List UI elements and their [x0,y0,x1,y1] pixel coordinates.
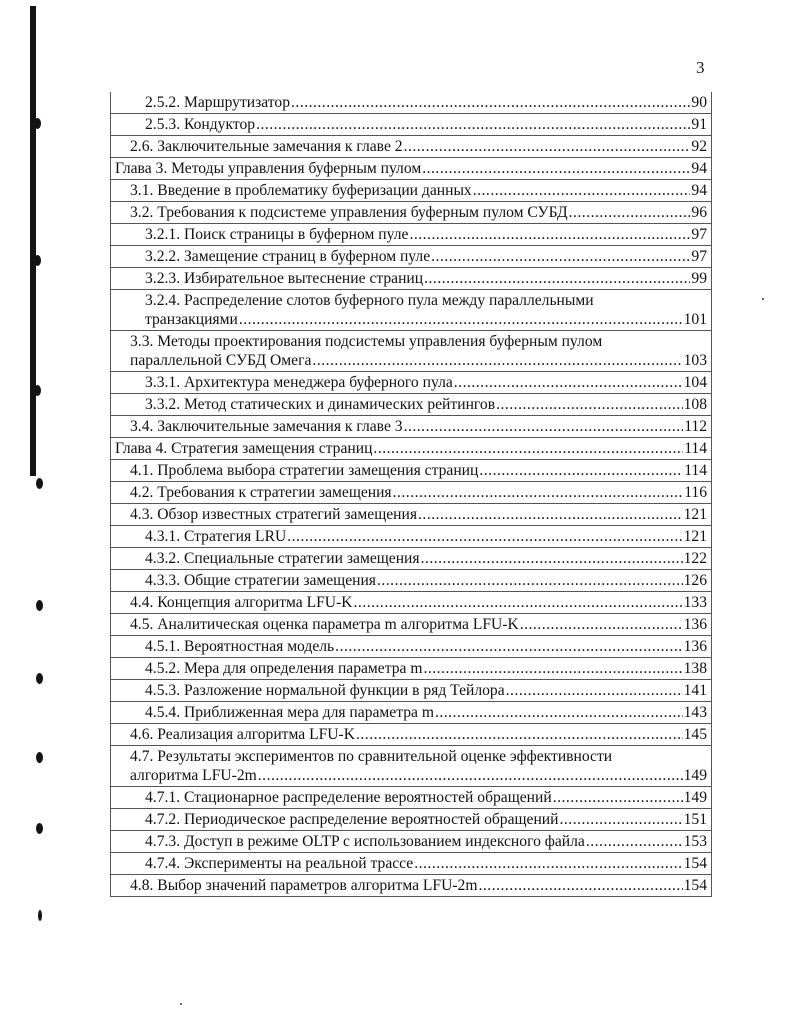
toc-entry-title: 2.5.2. Маршрутизатор [145,94,291,111]
dot-leader [496,395,683,414]
dot-leader [393,483,684,502]
toc-entry [111,482,711,504]
dot-leader [239,310,683,329]
toc-entry-page: 94 [691,160,707,177]
dot-leader [569,203,691,222]
toc-entry-page: 114 [684,440,707,457]
toc-entry-page: 151 [683,811,707,828]
toc-entry [111,853,711,875]
toc-entry-title-line: 3.2.4. Распределение слотов буферного пула между параллельными [145,292,594,309]
dot-leader [421,549,683,568]
toc-entry-page: 154 [683,855,707,872]
toc-entry [111,202,711,224]
dot-leader [560,810,683,829]
toc-entry-page: 92 [691,138,707,155]
toc-entry-title: 2.5.3. Кондуктор [145,116,256,133]
punch-hole [36,673,43,684]
dot-leader [404,137,691,156]
dot-leader [424,269,690,288]
toc-entry [111,136,711,158]
toc-entry-page: 126 [683,572,707,589]
dot-leader [258,766,683,785]
page-number: 3 [696,58,705,77]
toc-entry [111,416,711,438]
dot-leader [335,637,682,656]
toc-entry-title: 4.3.1. Стратегия LRU [145,528,287,545]
dot-leader [473,181,691,200]
toc-entry-page: 143 [683,704,707,721]
dot-leader [479,461,683,480]
toc-entry-title: 4.2. Требования к стратегии замещения [130,484,392,501]
toc-entry [111,636,711,658]
toc-entry-title: 4.7.1. Стационарное распределение вероятностей обращений [145,789,552,806]
dot-leader [291,93,690,112]
toc-entry-page: 133 [683,594,707,611]
dot-leader [356,725,683,744]
toc-entry-page: 96 [691,204,707,221]
dot-leader [423,659,682,678]
toc-entry-title: 3.2.1. Поиск страницы в буферном пуле [145,226,409,243]
toc-entry [111,702,711,724]
toc-entry [111,158,711,180]
toc-entry-title: 4.8. Выбор значений параметров алгоритма LFU-2m [130,877,478,894]
toc-entry-title: 3.4. Заключительные замечания к главе 3 [130,418,403,435]
punch-hole [34,255,41,266]
toc-entry-page: 154 [683,877,707,894]
toc-entry-page: 99 [691,270,707,287]
dot-leader [479,876,683,895]
toc-entry [111,180,711,202]
toc-entry [111,592,711,614]
dot-leader [418,505,683,524]
toc-entry-title: 4.5.4. Приближенная мера для параметра m [145,704,434,721]
dot-leader [422,159,690,178]
toc-entry [111,724,711,746]
toc-entry-page: 91 [691,116,707,133]
toc-entry-title: транзакциями [145,311,238,328]
dot-leader [409,225,690,244]
toc-entry-page: 136 [683,616,707,633]
dot-leader [312,351,682,370]
toc-entry [111,526,711,548]
dot-leader [520,615,683,634]
toc-entry-page: 103 [683,352,707,369]
toc-entry-page: 121 [683,528,707,545]
toc-entry-page: 101 [683,311,707,328]
toc-entry-title: 2.6. Заключительные замечания к главе 2 [130,138,403,155]
toc-entry [111,746,711,787]
dot-leader [377,571,683,590]
toc-entry-title: 4.5.3. Разложение нормальной функции в ряд Тейлора [145,682,505,699]
toc-entry-page: 114 [684,462,707,479]
toc-entry [111,268,711,290]
binding-edge [30,6,36,476]
toc-entry [111,460,711,482]
toc-entry [111,831,711,853]
toc-entry [111,504,711,526]
toc-entry [111,246,711,268]
toc-entry-title: 4.1. Проблема выбора стратегии замещения страниц [130,462,479,479]
toc-entry-page: 122 [683,550,707,567]
toc-entry [111,92,711,114]
toc-entry-title: 4.6. Реализация алгоритма LFU-K [130,726,355,743]
toc-entry-page: 90 [691,94,707,111]
toc-entry-title: 3.3.1. Архитектура менеджера буферного пула [145,374,453,391]
toc-entry [111,570,711,592]
toc-entry-page: 108 [683,396,707,413]
toc-entry [111,548,711,570]
table-of-contents [110,92,712,897]
toc-entry-title: 3.1. Введение в проблематику буферизации данных [130,182,472,199]
toc-entry-page: 138 [683,660,707,677]
punch-hole [36,600,43,611]
toc-entry-page: 97 [691,248,707,265]
toc-entry-title: 3.2. Требования к подсистеме управления буферным пулом СУБД [130,204,568,221]
toc-entry-page: 141 [683,682,707,699]
toc-entry-title: 3.3.2. Метод статических и динамических рейтингов [145,396,496,413]
dot-leader [586,832,683,851]
toc-entry-title: параллельной СУБД Омега [130,352,312,369]
toc-entry [111,290,711,331]
dot-leader [373,439,683,458]
toc-entry-page: 112 [684,418,707,435]
punch-hole [36,752,43,763]
dot-leader [256,115,690,134]
toc-entry [111,680,711,702]
toc-entry [111,331,711,372]
toc-entry-page: 153 [683,833,707,850]
scan-speck [762,298,764,300]
toc-entry [111,224,711,246]
punch-hole [34,118,41,129]
toc-entry-title-line: 4.7. Результаты экспериментов по сравнительной оценке эффективности [130,748,613,765]
punch-hole [34,385,41,396]
toc-entry-page: 116 [684,484,707,501]
dot-leader [454,373,683,392]
toc-entry [111,372,711,394]
dot-leader [354,593,683,612]
toc-entry-page: 94 [691,182,707,199]
dot-leader [404,417,684,436]
toc-entry-title: 4.5. Аналитическая оценка параметра m алгоритма LFU-K [130,616,519,633]
punch-hole [36,478,43,489]
toc-entry-page: 136 [683,638,707,655]
toc-entry [111,614,711,636]
toc-entry-title-line: 3.3. Методы проектирования подсистемы управления буферным пулом [130,333,603,350]
toc-entry [111,809,711,831]
toc-entry-title: алгоритма LFU-2m [130,767,257,784]
toc-entry-title: 4.7.2. Периодическое распределение вероятностей обращений [145,811,559,828]
toc-entry [111,438,711,460]
toc-entry-title: 4.3. Обзор известных стратегий замещения [130,506,418,523]
toc-entry-page: 149 [683,789,707,806]
toc-entry-title: Глава 3. Методы управления буферным пулом [115,160,422,177]
toc-entry-title: 4.5.2. Мера для определения параметра m [145,660,423,677]
dot-leader [414,854,682,873]
toc-entry [111,875,711,897]
punch-hole [36,823,43,834]
toc-entry [111,114,711,136]
scan-speck [180,1003,182,1005]
toc-entry [111,658,711,680]
dot-leader [553,788,683,807]
toc-entry-page: 104 [683,374,707,391]
toc-entry-page: 121 [683,506,707,523]
toc-entry-title: Глава 4. Стратегия замещения страниц [115,440,373,457]
punch-hole [38,910,42,921]
toc-entry [111,394,711,416]
toc-entry-title: 4.4. Концепция алгоритма LFU-K [130,594,353,611]
dot-leader [435,703,683,722]
toc-entry-page: 149 [683,767,707,784]
toc-entry-title: 4.7.3. Доступ в режиме OLTP с использованием индексного файла [145,833,585,850]
toc-entry-title: 4.3.3. Общие стратегии замещения [145,572,376,589]
toc-entry-title: 4.7.4. Эксперименты на реальной трассе [145,855,414,872]
dot-leader [287,527,682,546]
toc-entry [111,787,711,809]
toc-entry-title: 3.2.2. Замещение страниц в буферном пуле [145,248,431,265]
toc-entry-title: 4.3.2. Специальные стратегии замещения [145,550,420,567]
toc-entry-page: 97 [691,226,707,243]
dot-leader [506,681,683,700]
dot-leader [431,247,690,266]
toc-entry-title: 3.2.3. Избирательное вытеснение страниц [145,270,424,287]
toc-entry-title: 4.5.1. Вероятностная модель [145,638,335,655]
toc-entry-page: 145 [683,726,707,743]
